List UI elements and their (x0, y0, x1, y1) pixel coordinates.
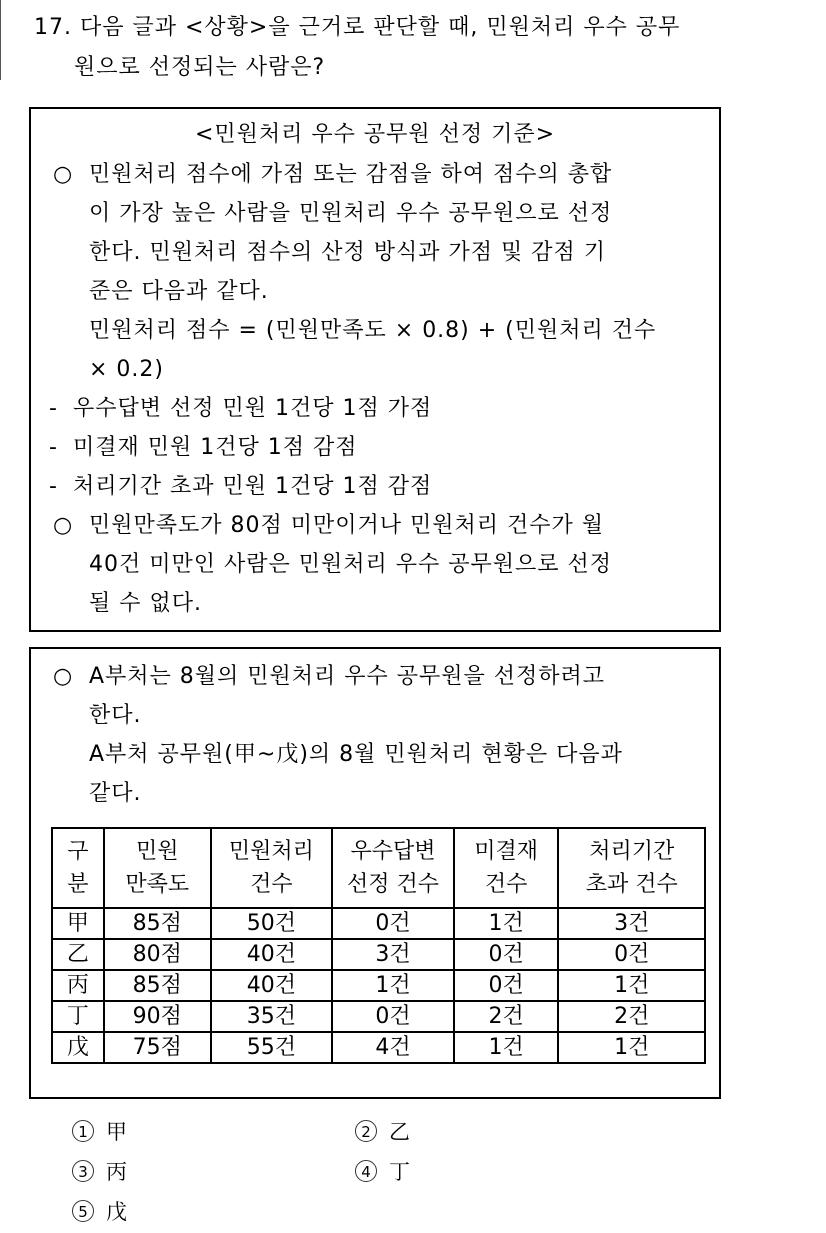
situation-item (53, 657, 703, 813)
choice-1[interactable] (72, 1116, 127, 1146)
text-line: 될 수 없다. (89, 591, 202, 616)
choice-3[interactable] (72, 1156, 127, 1186)
choice-number-4: 4 (355, 1160, 377, 1182)
pending-penalty-rule (49, 428, 699, 467)
choice-number-3: 3 (72, 1160, 94, 1182)
cell-overdue: 2건 (558, 1001, 705, 1032)
cell-processed: 50건 (211, 908, 333, 939)
score-formula-line: × 0.2) (89, 357, 164, 382)
choice-label: 丙 (106, 1160, 127, 1184)
text-line: 40건 미만인 사람은 민원처리 우수 공무원으로 선정 (89, 552, 612, 577)
header-satisfaction: 민원 만족도 (104, 828, 211, 908)
question-text-line2: 원으로 선정되는 사람은? (74, 55, 326, 80)
cell-satisfaction: 75점 (104, 1032, 211, 1063)
score-formula-line: 민원처리 점수 = (민원만족도 × 0.8) + (민원처리 건수 (89, 318, 657, 343)
row-person: 戊 (52, 1032, 104, 1063)
table-row (52, 1001, 705, 1032)
criteria-title: <민원처리 우수 공무원 선정 기준> (194, 122, 556, 147)
text-line: 이 가장 높은 사람을 민원처리 우수 공무원으로 선정 (89, 201, 613, 226)
cell-overdue: 3건 (558, 908, 705, 939)
header-pending-count: 미결재 건수 (454, 828, 559, 908)
choice-4[interactable] (355, 1156, 410, 1186)
cell-satisfaction: 90점 (104, 1001, 211, 1032)
dash-bullet-icon: - (49, 396, 58, 421)
cell-processed: 40건 (211, 970, 333, 1001)
criteria-content (49, 155, 703, 623)
table-row (52, 1032, 705, 1063)
text-line: A부처는 8월의 민원처리 우수 공무원을 선정하려고 (89, 664, 606, 689)
cell-excellent: 0건 (332, 908, 454, 939)
header-excellent-answer-count: 우수답변 선정 건수 (332, 828, 454, 908)
dash-bullet-icon: - (49, 474, 58, 499)
question-number: 17. (34, 15, 72, 40)
situation-content (53, 657, 703, 813)
choice-label: 戊 (106, 1200, 127, 1224)
civil-service-status-table (51, 827, 706, 1064)
text-line: 한다. 민원처리 점수의 산정 방식과 가점 및 감점 기 (89, 240, 606, 265)
choice-5[interactable] (72, 1196, 127, 1226)
header-overdue-count: 처리기간 초과 건수 (558, 828, 705, 908)
choice-number-1: 1 (72, 1120, 94, 1142)
text-line: 같다. (89, 781, 142, 806)
row-person: 丙 (52, 970, 104, 1001)
cell-pending: 1건 (454, 1032, 559, 1063)
circle-bullet-icon: ○ (53, 513, 74, 538)
circle-bullet-icon: ○ (53, 162, 74, 187)
table-header-row (52, 828, 705, 908)
cell-satisfaction: 85점 (104, 970, 211, 1001)
table-row (52, 908, 705, 939)
cell-satisfaction: 80점 (104, 939, 211, 970)
cell-processed: 40건 (211, 939, 333, 970)
left-margin-rule (0, 0, 1, 80)
question-stem (34, 8, 794, 88)
criteria-box (29, 107, 721, 632)
rule-text: 처리기간 초과 민원 1건당 1점 감점 (73, 474, 433, 499)
choice-label: 乙 (389, 1120, 410, 1144)
row-person: 甲 (52, 908, 104, 939)
situation-box (29, 647, 721, 1099)
choice-number-5: 5 (72, 1200, 94, 1222)
bonus-rule (49, 389, 699, 428)
cell-processed: 35건 (211, 1001, 333, 1032)
table-row (52, 939, 705, 970)
cell-pending: 1건 (454, 908, 559, 939)
header-category: 구 분 (52, 828, 104, 908)
text-line: 민원처리 점수에 가점 또는 감점을 하여 점수의 총합 (89, 162, 613, 187)
table-row (52, 970, 705, 1001)
cell-overdue: 1건 (558, 1032, 705, 1063)
text-line: A부처 공무원(甲~戊)의 8월 민원처리 현황은 다음과 (89, 742, 623, 767)
cell-excellent: 4건 (332, 1032, 454, 1063)
rule-text: 미결재 민원 1건당 1점 감점 (73, 435, 358, 460)
cell-pending: 2건 (454, 1001, 559, 1032)
criteria-item-1 (53, 155, 703, 389)
text-line: 한다. (89, 703, 142, 728)
text-line: 민원만족도가 80점 미만이거나 민원처리 건수가 월 (89, 513, 605, 538)
cell-processed: 55건 (211, 1032, 333, 1063)
cell-pending: 0건 (454, 970, 559, 1001)
cell-excellent: 1건 (332, 970, 454, 1001)
dash-bullet-icon: - (49, 435, 58, 460)
question-text-line1: 다음 글과 <상황>을 근거로 판단할 때, 민원처리 우수 공무 (80, 15, 681, 40)
cell-overdue: 0건 (558, 939, 705, 970)
rule-text: 우수답변 선정 민원 1건당 1점 가점 (73, 396, 433, 421)
row-person: 丁 (52, 1001, 104, 1032)
cell-excellent: 3건 (332, 939, 454, 970)
circle-bullet-icon: ○ (53, 664, 74, 689)
cell-overdue: 1건 (558, 970, 705, 1001)
header-processed-count: 민원처리 건수 (211, 828, 333, 908)
row-person: 乙 (52, 939, 104, 970)
choice-label: 丁 (389, 1160, 410, 1184)
choice-2[interactable] (355, 1116, 410, 1146)
cell-pending: 0건 (454, 939, 559, 970)
choice-label: 甲 (106, 1120, 127, 1144)
text-line: 준은 다음과 같다. (89, 279, 269, 304)
overdue-penalty-rule (49, 467, 699, 506)
choice-number-2: 2 (355, 1120, 377, 1142)
cell-satisfaction: 85점 (104, 908, 211, 939)
criteria-item-2 (53, 506, 703, 623)
cell-excellent: 0건 (332, 1001, 454, 1032)
